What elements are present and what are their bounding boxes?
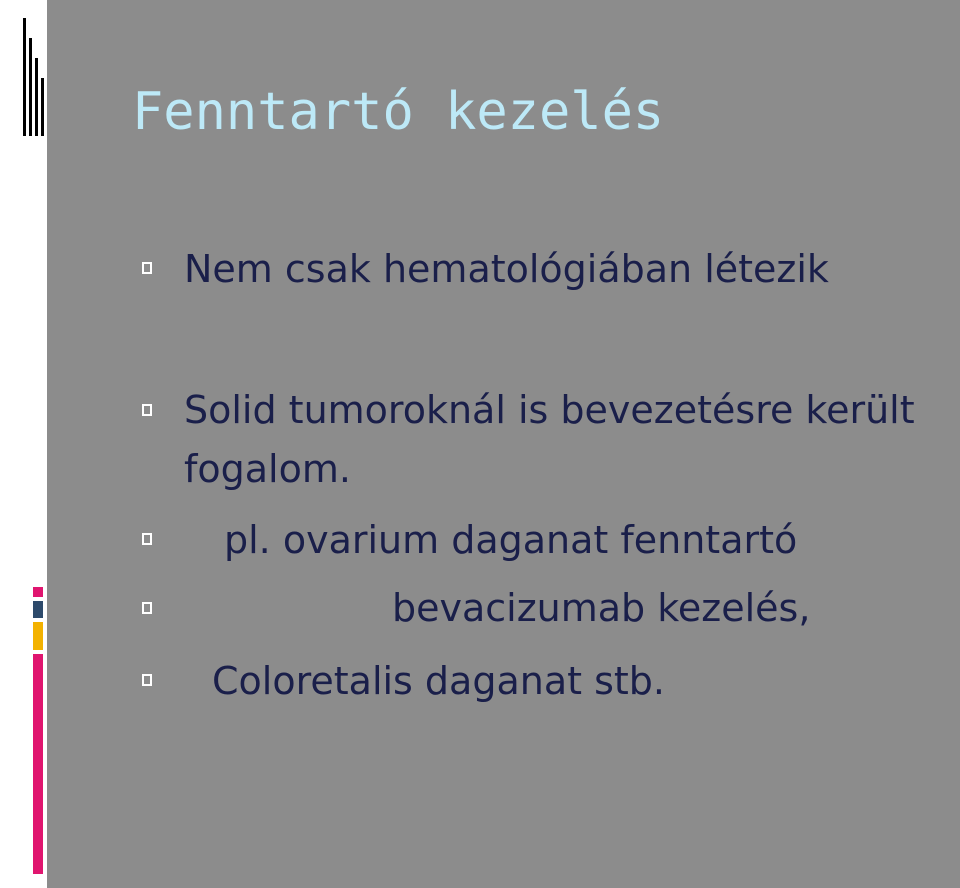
bullet-text: bevacizumab kezelés, [392, 586, 811, 630]
square-bullet-icon [142, 262, 152, 274]
bullet-text: Nem csak hematológiában létezik [184, 247, 829, 291]
accent-bar-pink [33, 654, 43, 874]
square-bullet-icon [142, 533, 152, 545]
decorative-bar [41, 78, 44, 136]
decorative-bar [29, 38, 32, 136]
accent-block-gold [33, 622, 43, 650]
square-bullet-icon [142, 602, 152, 614]
decorative-bar [23, 18, 26, 136]
bullet-text: Coloretalis daganat stb. [212, 659, 665, 703]
accent-block-navy [33, 601, 43, 618]
square-bullet-icon [142, 674, 152, 686]
slide-title: Fenntartó kezelés [132, 82, 665, 142]
decorative-bar [35, 58, 38, 136]
bullet-text: Solid tumoroknál is bevezetésre került [184, 388, 915, 432]
slide-content [47, 0, 960, 888]
square-bullet-icon [142, 404, 152, 416]
bullet-text-continuation: fogalom. [184, 447, 351, 491]
accent-block-pink [33, 587, 43, 597]
decorative-bars [23, 18, 47, 136]
bullet-text: pl. ovarium daganat fenntartó [224, 518, 798, 562]
